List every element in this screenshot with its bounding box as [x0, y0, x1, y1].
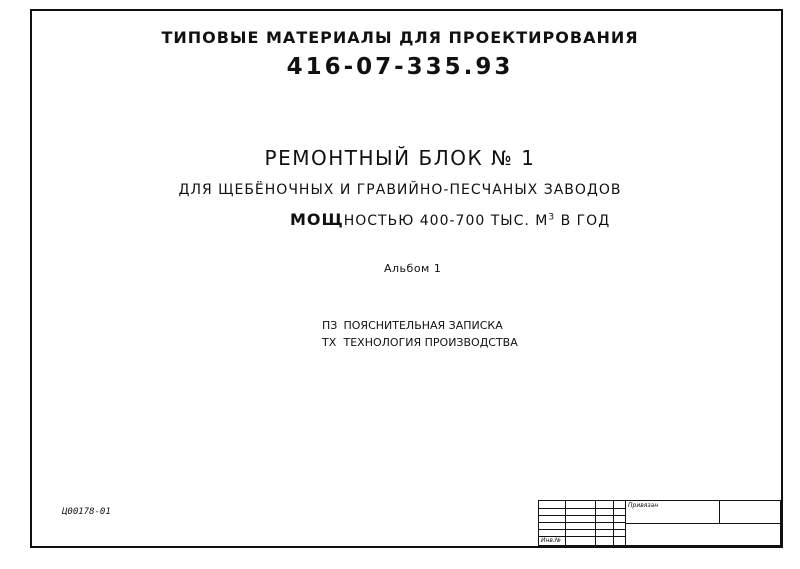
contents-item: [322, 317, 518, 334]
contents-item: [322, 334, 518, 351]
stamp-divider: [539, 522, 625, 523]
document-code: 416-07-335.93: [286, 54, 514, 80]
stamp-inv-label: Инв.№: [541, 537, 562, 544]
series-title: ТИПОВЫЕ МАТЕРИАЛЫ ДЛЯ ПРОЕКТИРОВАНИЯ: [161, 28, 639, 47]
stamp-divider: [719, 501, 720, 523]
title-stamp: [538, 500, 781, 546]
contents-name: ТЕХНОЛОГИЯ ПРОИЗВОДСТВА: [343, 336, 518, 349]
contents-name: ПОЯСНИТЕЛЬНАЯ ЗАПИСКА: [343, 319, 503, 332]
contents-list: [322, 317, 518, 351]
stamp-tied-label: Привязан: [628, 502, 659, 509]
capacity-text: НОСТЬЮ 400-700 ТЫС. М: [343, 213, 549, 229]
contents-code: ТХ: [322, 336, 337, 349]
purpose-line: ДЛЯ ЩЕБЁНОЧНЫХ И ГРАВИЙНО-ПЕСЧАНЫХ ЗАВОДОВ: [178, 182, 622, 198]
block-title: РЕМОНТНЫЙ БЛОК № 1: [264, 146, 536, 170]
capacity-tail: В ГОД: [555, 213, 611, 229]
stamp-divider: [539, 515, 625, 516]
document-identifier: Ц00178-01: [62, 507, 111, 517]
stamp-divider: [539, 529, 625, 530]
album-label: Альбом 1: [384, 262, 442, 275]
stamp-divider: [539, 508, 625, 509]
stamp-divider: [625, 523, 780, 524]
drawing-frame: [30, 9, 783, 548]
contents-code: ПЗ: [322, 319, 338, 332]
capacity-lead: МОЩ: [290, 210, 344, 229]
capacity-exponent: 3: [548, 212, 556, 223]
capacity-line: [290, 210, 610, 229]
